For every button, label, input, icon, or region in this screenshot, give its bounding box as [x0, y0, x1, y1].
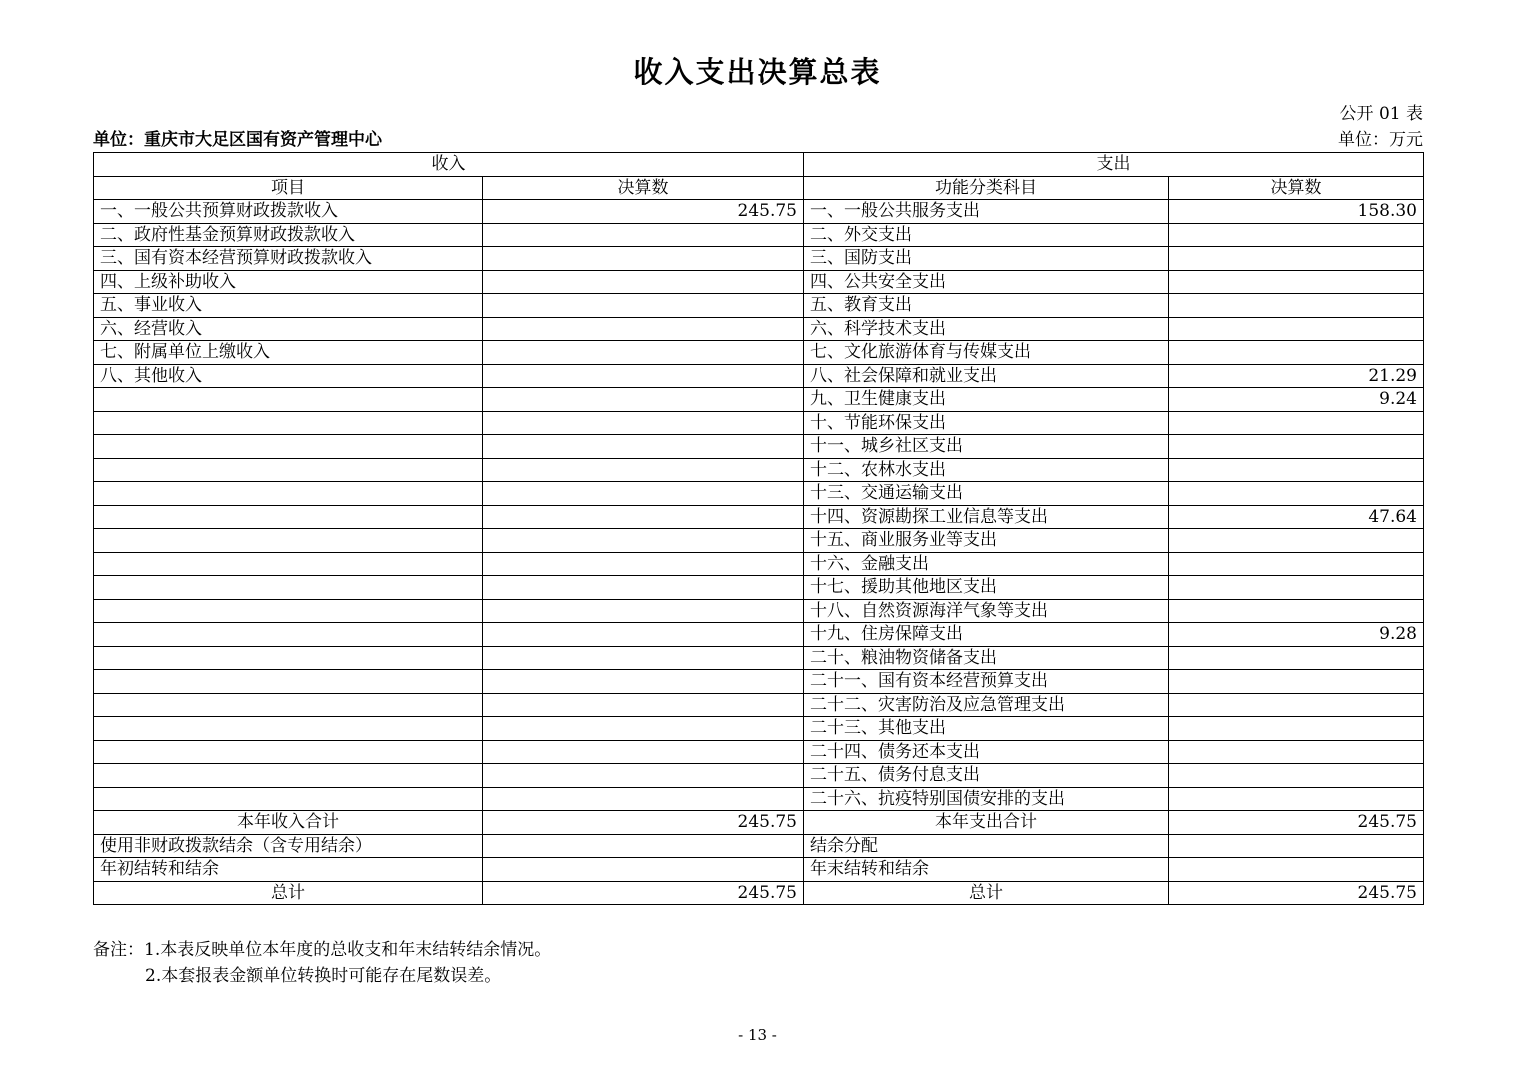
income-footer-label-cell: 使用非财政拨款结余（含专用结余）: [94, 834, 483, 858]
table-row: [94, 740, 1424, 764]
expenditure-item-cell: 三、国防支出: [804, 247, 1169, 271]
expenditure-footer-amount-cell: 245.75: [1169, 881, 1424, 905]
income-amount-cell: [483, 294, 804, 318]
expenditure-footer-amount-cell: [1169, 834, 1424, 858]
expenditure-item-cell: 十二、农林水支出: [804, 458, 1169, 482]
expenditure-item-cell: 二十六、抗疫特别国债安排的支出: [804, 787, 1169, 811]
table-row: [94, 787, 1424, 811]
expenditure-footer-label-cell: 总计: [804, 881, 1169, 905]
table-row: [94, 529, 1424, 553]
expenditure-item-cell: 六、科学技术支出: [804, 317, 1169, 341]
income-item-cell: [94, 552, 483, 576]
expenditure-item-column-header: 功能分类科目: [804, 176, 1169, 200]
income-item-cell: 四、上级补助收入: [94, 270, 483, 294]
income-amount-cell: [483, 670, 804, 694]
income-item-cell: [94, 482, 483, 506]
expenditure-item-cell: 十九、住房保障支出: [804, 623, 1169, 647]
expenditure-amount-cell: [1169, 435, 1424, 459]
income-footer-label-cell: 年初结转和结余: [94, 858, 483, 882]
expenditure-item-cell: 七、文化旅游体育与传媒支出: [804, 341, 1169, 365]
income-item-cell: [94, 458, 483, 482]
expenditure-item-cell: 二十五、债务付息支出: [804, 764, 1169, 788]
income-amount-cell: [483, 435, 804, 459]
table-row: [94, 388, 1424, 412]
expenditure-amount-cell: [1169, 529, 1424, 553]
expenditure-item-cell: 二十二、灾害防治及应急管理支出: [804, 693, 1169, 717]
income-item-cell: [94, 693, 483, 717]
expenditure-item-cell: 二十、粮油物资储备支出: [804, 646, 1169, 670]
table-row: [94, 670, 1424, 694]
expenditure-amount-cell: [1169, 693, 1424, 717]
table-row: [94, 270, 1424, 294]
income-section-header: 收入: [94, 153, 804, 177]
income-item-cell: [94, 787, 483, 811]
income-item-cell: [94, 529, 483, 553]
expenditure-amount-cell: [1169, 317, 1424, 341]
expenditure-item-cell: 十四、资源勘探工业信息等支出: [804, 505, 1169, 529]
expenditure-section-header: 支出: [804, 153, 1424, 177]
table-footer-row: [94, 834, 1424, 858]
table-row: [94, 364, 1424, 388]
income-amount-cell: [483, 482, 804, 506]
expenditure-item-cell: 十七、援助其他地区支出: [804, 576, 1169, 600]
table-row: [94, 717, 1424, 741]
income-item-cell: [94, 646, 483, 670]
footnotes: [93, 937, 1515, 989]
expenditure-amount-cell: 21.29: [1169, 364, 1424, 388]
expenditure-item-cell: 二、外交支出: [804, 223, 1169, 247]
table-row: [94, 435, 1424, 459]
income-amount-cell: [483, 646, 804, 670]
expenditure-amount-cell: 47.64: [1169, 505, 1424, 529]
expenditure-amount-cell: [1169, 223, 1424, 247]
income-item-cell: [94, 740, 483, 764]
expenditure-item-cell: 十一、城乡社区支出: [804, 435, 1169, 459]
income-item-cell: 二、政府性基金预算财政拨款收入: [94, 223, 483, 247]
expenditure-amount-cell: 9.28: [1169, 623, 1424, 647]
table-footer-row: [94, 881, 1424, 905]
income-amount-cell: [483, 552, 804, 576]
expenditure-footer-label-cell: 本年支出合计: [804, 811, 1169, 835]
footnote-line-2: 2.本套报表金额单位转换时可能存在尾数误差。: [145, 966, 502, 986]
income-footer-label-cell: 总计: [94, 881, 483, 905]
expenditure-amount-cell: [1169, 576, 1424, 600]
expenditure-footer-amount-cell: 245.75: [1169, 811, 1424, 835]
income-amount-cell: [483, 740, 804, 764]
table-row: [94, 458, 1424, 482]
expenditure-amount-cell: [1169, 341, 1424, 365]
expenditure-amount-column-header: 决算数: [1169, 176, 1424, 200]
table-row: [94, 200, 1424, 224]
table-row: [94, 294, 1424, 318]
column-header-row: [94, 176, 1424, 200]
table-code: 公开 01 表: [1339, 104, 1423, 124]
table-row: [94, 411, 1424, 435]
currency-unit-label: 单位：万元: [1338, 130, 1423, 150]
table-row: [94, 599, 1424, 623]
income-item-cell: [94, 599, 483, 623]
expenditure-amount-cell: [1169, 599, 1424, 623]
income-item-cell: 六、经营收入: [94, 317, 483, 341]
income-amount-cell: [483, 341, 804, 365]
expenditure-item-cell: 十五、商业服务业等支出: [804, 529, 1169, 553]
income-amount-cell: [483, 458, 804, 482]
income-amount-cell: [483, 223, 804, 247]
income-item-cell: [94, 717, 483, 741]
expenditure-item-cell: 十八、自然资源海洋气象等支出: [804, 599, 1169, 623]
expenditure-item-cell: 八、社会保障和就业支出: [804, 364, 1169, 388]
expenditure-amount-cell: [1169, 270, 1424, 294]
expenditure-item-cell: 五、教育支出: [804, 294, 1169, 318]
income-amount-cell: [483, 270, 804, 294]
income-item-cell: [94, 411, 483, 435]
expenditure-amount-cell: [1169, 552, 1424, 576]
unit-line: [93, 125, 1423, 150]
expenditure-amount-cell: 158.30: [1169, 200, 1424, 224]
income-item-cell: [94, 670, 483, 694]
table-row: [94, 764, 1424, 788]
income-footer-amount-cell: 245.75: [483, 811, 804, 835]
income-footer-amount-cell: [483, 858, 804, 882]
expenditure-amount-cell: [1169, 670, 1424, 694]
income-amount-cell: [483, 576, 804, 600]
income-amount-cell: [483, 388, 804, 412]
expenditure-amount-cell: 9.24: [1169, 388, 1424, 412]
expenditure-item-cell: 二十一、国有资本经营预算支出: [804, 670, 1169, 694]
table-row: [94, 646, 1424, 670]
income-amount-cell: 245.75: [483, 200, 804, 224]
table-row: [94, 247, 1424, 271]
income-item-cell: [94, 623, 483, 647]
income-item-cell: [94, 764, 483, 788]
expenditure-amount-cell: [1169, 482, 1424, 506]
expenditure-amount-cell: [1169, 247, 1424, 271]
income-footer-amount-cell: 245.75: [483, 881, 804, 905]
expenditure-footer-label-cell: 结余分配: [804, 834, 1169, 858]
income-item-cell: [94, 435, 483, 459]
income-item-cell: [94, 388, 483, 412]
income-amount-cell: [483, 693, 804, 717]
income-item-cell: 七、附属单位上缴收入: [94, 341, 483, 365]
expenditure-amount-cell: [1169, 294, 1424, 318]
income-amount-cell: [483, 764, 804, 788]
income-amount-cell: [483, 717, 804, 741]
income-amount-cell: [483, 247, 804, 271]
table-row: [94, 576, 1424, 600]
income-amount-cell: [483, 317, 804, 341]
income-amount-cell: [483, 599, 804, 623]
expenditure-amount-cell: [1169, 740, 1424, 764]
accounts-table: [93, 152, 1424, 905]
table-footer-row: [94, 858, 1424, 882]
table-row: [94, 317, 1424, 341]
table-row: [94, 505, 1424, 529]
expenditure-item-cell: 四、公共安全支出: [804, 270, 1169, 294]
income-item-cell: 一、一般公共预算财政拨款收入: [94, 200, 483, 224]
table-row: [94, 223, 1424, 247]
footnote-line-1: 备注：1.本表反映单位本年度的总收支和年末结转结余情况。: [93, 940, 552, 960]
expenditure-footer-amount-cell: [1169, 858, 1424, 882]
expenditure-item-cell: 十六、金融支出: [804, 552, 1169, 576]
table-body: [94, 153, 1424, 905]
income-amount-cell: [483, 411, 804, 435]
income-item-cell: 三、国有资本经营预算财政拨款收入: [94, 247, 483, 271]
expenditure-amount-cell: [1169, 646, 1424, 670]
table-footer-row: [94, 811, 1424, 835]
page-number: - 13 -: [738, 1026, 777, 1044]
expenditure-amount-cell: [1169, 458, 1424, 482]
income-item-cell: [94, 505, 483, 529]
expenditure-item-cell: 十三、交通运输支出: [804, 482, 1169, 506]
income-amount-column-header: 决算数: [483, 176, 804, 200]
income-amount-cell: [483, 505, 804, 529]
expenditure-amount-cell: [1169, 411, 1424, 435]
income-amount-cell: [483, 623, 804, 647]
income-item-cell: [94, 576, 483, 600]
table-row: [94, 693, 1424, 717]
income-footer-label-cell: 本年收入合计: [94, 811, 483, 835]
expenditure-amount-cell: [1169, 717, 1424, 741]
table-row: [94, 482, 1424, 506]
expenditure-item-cell: 九、卫生健康支出: [804, 388, 1169, 412]
table-row: [94, 341, 1424, 365]
expenditure-item-cell: 二十三、其他支出: [804, 717, 1169, 741]
income-item-cell: 五、事业收入: [94, 294, 483, 318]
expenditure-footer-label-cell: 年末结转和结余: [804, 858, 1169, 882]
table-row: [94, 623, 1424, 647]
income-item-column-header: 项目: [94, 176, 483, 200]
income-amount-cell: [483, 529, 804, 553]
reporting-unit-label: 单位：重庆市大足区国有资产管理中心: [93, 130, 382, 150]
expenditure-amount-cell: [1169, 764, 1424, 788]
expenditure-item-cell: 二十四、债务还本支出: [804, 740, 1169, 764]
section-header-row: [94, 153, 1424, 177]
income-amount-cell: [483, 364, 804, 388]
income-amount-cell: [483, 787, 804, 811]
income-item-cell: 八、其他收入: [94, 364, 483, 388]
income-footer-amount-cell: [483, 834, 804, 858]
table-row: [94, 552, 1424, 576]
expenditure-item-cell: 十、节能环保支出: [804, 411, 1169, 435]
expenditure-item-cell: 一、一般公共服务支出: [804, 200, 1169, 224]
expenditure-amount-cell: [1169, 787, 1424, 811]
page-title: 收入支出决算总表: [633, 55, 882, 89]
